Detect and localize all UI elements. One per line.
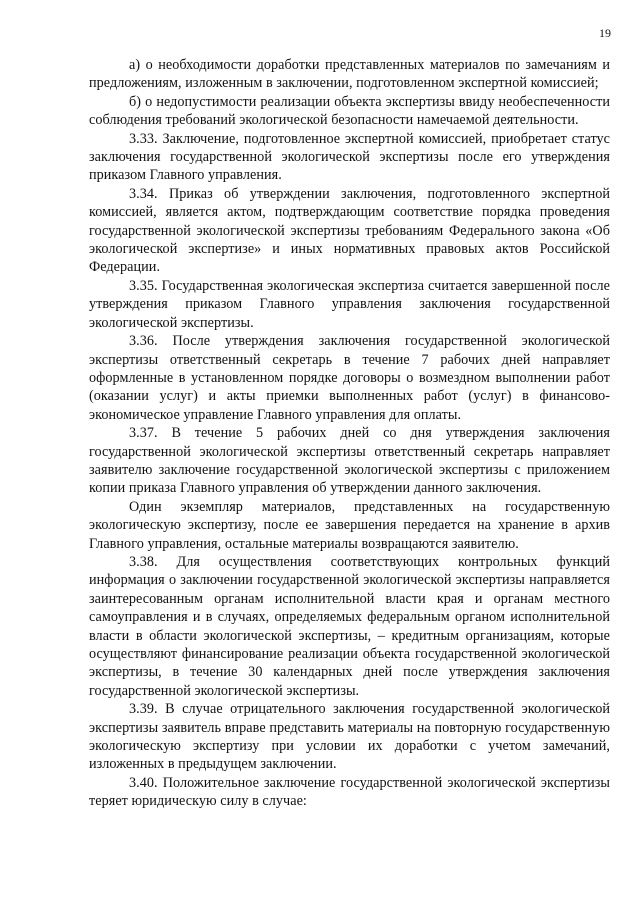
paragraph-subitem-a: а) о необходимости доработки представленных материалов по замечаниям и предложениям, изложенным в заключении, подготовленном экспертной комиссией; xyxy=(89,57,610,92)
paragraph-3-40: 3.40. Положительное заключение государственной экологической экспертизы теряет юридическую силу в случае: xyxy=(89,774,610,810)
paragraph-3-33: 3.33. Заключение, подготовленное экспертной комиссией, приобретает статус заключения государственной экологической экспертизы после его утверждения приказом Главного управления. xyxy=(89,130,610,184)
paragraph-3-34: 3.34. Приказ об утверждении заключения, подготовленного экспертной комиссией, является актом, подтверждающим соответствие порядка проведения государственной экологической экспертизы требованиям Федерального закона «Об экологической экспертизе» и иных нормативных правовых актов Российской Федерации. xyxy=(89,185,610,276)
paragraph-3-36: 3.36. После утверждения заключения государственной экологической экспертизы ответственный секретарь в течение 7 рабочих дней направляет оформленные в установленном порядке договоры о возмездном выполнении работ (оказании услуг) и акты приемки выполненных работ (услуг) в финансово-экономическое управление Главного управления для оплаты. xyxy=(89,333,610,423)
paragraph-3-35: 3.35. Государственная экологическая экспертиза считается завершенной после утверждения приказом Главного управления заключения государственной экологической экспертизы. xyxy=(89,277,610,331)
paragraph-3-37: 3.37. В течение 5 рабочих дней со дня утверждения заключения государственной экологической экспертизы ответственный секретарь направляет заявителю заключение государственной экологической экспертизы с приложением копии приказа Главного управления об утверждении данного заключения. xyxy=(89,425,610,497)
paragraph-3-38: 3.38. Для осуществления соответствующих контрольных функций информация о заключении государственной экологической экспертизы направляется заинтересованным органам исполнительной власти края и органам местного самоуправления и в случаях, определяемых федеральным органом исполнительной власти в области экологической экспертизы, – кредитным организациям, которые осуществляют финансирование реализации объекта государственной экологической экспертизы, в течение 30 календарных дней после утверждения заключения государственной экологической экспертизы. xyxy=(89,553,610,699)
paragraph-subitem-b: б) о недопустимости реализации объекта экспертизы ввиду необеспеченности соблюдения требований экологической безопасности намечаемой деятельности. xyxy=(89,93,610,129)
paragraph-3-39: 3.39. В случае отрицательного заключения государственной экологической экспертизы заявитель вправе представить материалы на повторную государственную экологическую экспертизу при условии их доработки с учетом замечаний, изложенных в предыдущем заключении. xyxy=(89,701,610,773)
paragraph-archive-copy: Один экземпляр материалов, представленных на государственную экологическую экспертизу, после ее завершения передается на хранение в архив Главного управления, остальные материалы возвращаются заявителю. xyxy=(89,498,610,552)
document-body xyxy=(89,56,610,811)
page-number: 19 xyxy=(599,26,611,40)
